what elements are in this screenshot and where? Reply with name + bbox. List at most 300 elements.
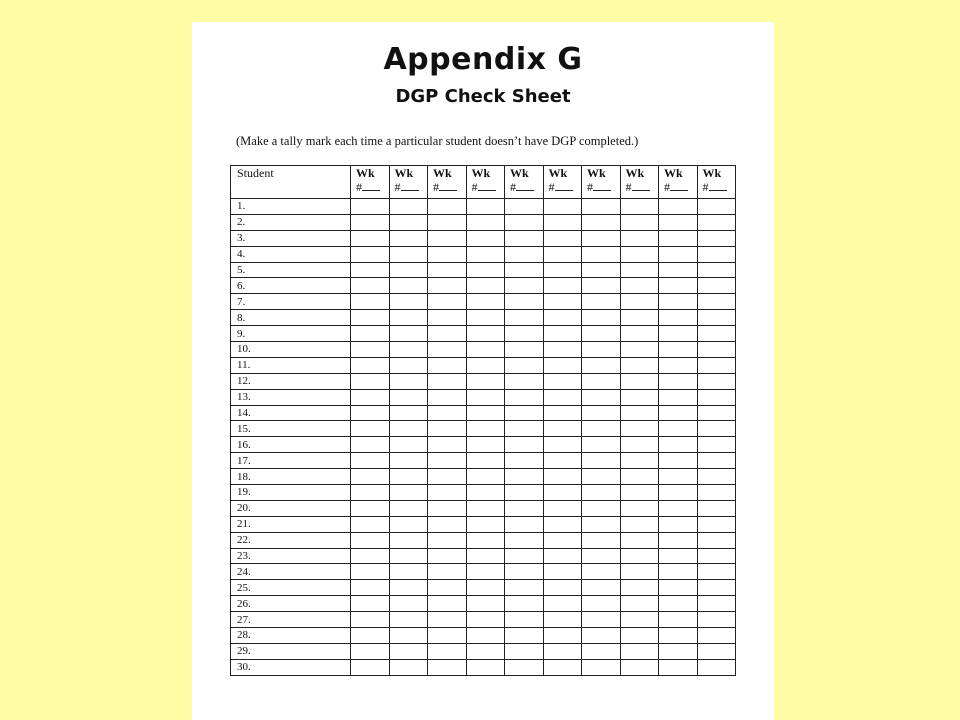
tally-cell[interactable]	[659, 199, 698, 215]
tally-cell[interactable]	[620, 342, 659, 358]
tally-cell[interactable]	[351, 469, 390, 485]
tally-cell[interactable]	[659, 469, 698, 485]
tally-cell[interactable]	[620, 659, 659, 675]
tally-cell[interactable]	[389, 516, 428, 532]
tally-cell[interactable]	[543, 612, 582, 628]
tally-cell[interactable]	[697, 500, 736, 516]
tally-cell[interactable]	[659, 628, 698, 644]
tally-cell[interactable]	[582, 373, 621, 389]
tally-cell[interactable]	[697, 246, 736, 262]
tally-cell[interactable]	[351, 405, 390, 421]
tally-cell[interactable]	[543, 453, 582, 469]
tally-cell[interactable]	[659, 453, 698, 469]
tally-cell[interactable]	[466, 612, 505, 628]
tally-cell[interactable]	[428, 516, 467, 532]
tally-cell[interactable]	[582, 246, 621, 262]
tally-cell[interactable]	[389, 373, 428, 389]
tally-cell[interactable]	[505, 246, 544, 262]
tally-cell[interactable]	[428, 294, 467, 310]
tally-cell[interactable]	[659, 564, 698, 580]
tally-cell[interactable]	[505, 199, 544, 215]
tally-cell[interactable]	[389, 246, 428, 262]
tally-cell[interactable]	[659, 294, 698, 310]
tally-cell[interactable]	[659, 612, 698, 628]
tally-cell[interactable]	[697, 548, 736, 564]
tally-cell[interactable]	[389, 548, 428, 564]
tally-cell[interactable]	[466, 230, 505, 246]
tally-cell[interactable]	[389, 357, 428, 373]
tally-cell[interactable]	[466, 342, 505, 358]
tally-cell[interactable]	[505, 326, 544, 342]
tally-cell[interactable]	[543, 485, 582, 501]
tally-cell[interactable]	[620, 214, 659, 230]
tally-cell[interactable]	[543, 628, 582, 644]
tally-cell[interactable]	[582, 214, 621, 230]
tally-cell[interactable]	[543, 278, 582, 294]
tally-cell[interactable]	[466, 262, 505, 278]
tally-cell[interactable]	[389, 580, 428, 596]
tally-cell[interactable]	[582, 628, 621, 644]
tally-cell[interactable]	[389, 389, 428, 405]
tally-cell[interactable]	[582, 485, 621, 501]
tally-cell[interactable]	[505, 405, 544, 421]
tally-cell[interactable]	[697, 421, 736, 437]
tally-cell[interactable]	[389, 294, 428, 310]
tally-cell[interactable]	[351, 500, 390, 516]
tally-cell[interactable]	[505, 485, 544, 501]
tally-cell[interactable]	[466, 469, 505, 485]
tally-cell[interactable]	[582, 580, 621, 596]
tally-cell[interactable]	[466, 326, 505, 342]
tally-cell[interactable]	[466, 421, 505, 437]
tally-cell[interactable]	[582, 500, 621, 516]
tally-cell[interactable]	[428, 628, 467, 644]
tally-cell[interactable]	[659, 516, 698, 532]
tally-cell[interactable]	[582, 612, 621, 628]
tally-cell[interactable]	[659, 357, 698, 373]
tally-cell[interactable]	[659, 580, 698, 596]
tally-cell[interactable]	[620, 516, 659, 532]
tally-cell[interactable]	[351, 214, 390, 230]
tally-cell[interactable]	[389, 405, 428, 421]
tally-cell[interactable]	[351, 421, 390, 437]
tally-cell[interactable]	[428, 199, 467, 215]
tally-cell[interactable]	[620, 643, 659, 659]
tally-cell[interactable]	[659, 437, 698, 453]
tally-cell[interactable]	[543, 310, 582, 326]
tally-cell[interactable]	[659, 246, 698, 262]
tally-cell[interactable]	[659, 421, 698, 437]
tally-cell[interactable]	[389, 612, 428, 628]
tally-cell[interactable]	[620, 500, 659, 516]
tally-cell[interactable]	[505, 548, 544, 564]
tally-cell[interactable]	[505, 357, 544, 373]
tally-cell[interactable]	[466, 500, 505, 516]
tally-cell[interactable]	[428, 326, 467, 342]
tally-cell[interactable]	[428, 564, 467, 580]
tally-cell[interactable]	[466, 405, 505, 421]
tally-cell[interactable]	[505, 373, 544, 389]
tally-cell[interactable]	[389, 659, 428, 675]
tally-cell[interactable]	[620, 453, 659, 469]
tally-cell[interactable]	[505, 564, 544, 580]
tally-cell[interactable]	[543, 246, 582, 262]
tally-cell[interactable]	[428, 659, 467, 675]
tally-cell[interactable]	[697, 628, 736, 644]
tally-cell[interactable]	[697, 405, 736, 421]
tally-cell[interactable]	[466, 246, 505, 262]
tally-cell[interactable]	[697, 580, 736, 596]
tally-cell[interactable]	[428, 596, 467, 612]
tally-cell[interactable]	[620, 548, 659, 564]
tally-cell[interactable]	[466, 389, 505, 405]
tally-cell[interactable]	[466, 278, 505, 294]
tally-cell[interactable]	[697, 564, 736, 580]
tally-cell[interactable]	[543, 230, 582, 246]
tally-cell[interactable]	[351, 246, 390, 262]
tally-cell[interactable]	[620, 437, 659, 453]
tally-cell[interactable]	[543, 564, 582, 580]
tally-cell[interactable]	[389, 310, 428, 326]
tally-cell[interactable]	[351, 373, 390, 389]
tally-cell[interactable]	[505, 643, 544, 659]
tally-cell[interactable]	[428, 262, 467, 278]
tally-cell[interactable]	[351, 548, 390, 564]
tally-cell[interactable]	[505, 580, 544, 596]
tally-cell[interactable]	[428, 278, 467, 294]
tally-cell[interactable]	[389, 326, 428, 342]
tally-cell[interactable]	[659, 389, 698, 405]
tally-cell[interactable]	[697, 453, 736, 469]
tally-cell[interactable]	[582, 199, 621, 215]
tally-cell[interactable]	[351, 628, 390, 644]
tally-cell[interactable]	[428, 580, 467, 596]
tally-cell[interactable]	[659, 659, 698, 675]
tally-cell[interactable]	[582, 326, 621, 342]
tally-cell[interactable]	[697, 532, 736, 548]
tally-cell[interactable]	[582, 564, 621, 580]
tally-cell[interactable]	[543, 659, 582, 675]
tally-cell[interactable]	[428, 405, 467, 421]
tally-cell[interactable]	[697, 310, 736, 326]
tally-cell[interactable]	[543, 437, 582, 453]
tally-cell[interactable]	[505, 214, 544, 230]
tally-cell[interactable]	[659, 596, 698, 612]
tally-cell[interactable]	[351, 516, 390, 532]
tally-cell[interactable]	[543, 294, 582, 310]
tally-cell[interactable]	[466, 357, 505, 373]
tally-cell[interactable]	[389, 214, 428, 230]
tally-cell[interactable]	[389, 500, 428, 516]
tally-cell[interactable]	[697, 469, 736, 485]
tally-cell[interactable]	[697, 389, 736, 405]
tally-cell[interactable]	[428, 548, 467, 564]
tally-cell[interactable]	[466, 199, 505, 215]
tally-cell[interactable]	[659, 532, 698, 548]
tally-cell[interactable]	[697, 612, 736, 628]
tally-cell[interactable]	[428, 357, 467, 373]
tally-cell[interactable]	[582, 548, 621, 564]
tally-cell[interactable]	[697, 357, 736, 373]
tally-cell[interactable]	[620, 310, 659, 326]
tally-cell[interactable]	[351, 262, 390, 278]
tally-cell[interactable]	[659, 373, 698, 389]
tally-cell[interactable]	[582, 405, 621, 421]
tally-cell[interactable]	[697, 262, 736, 278]
tally-cell[interactable]	[389, 262, 428, 278]
tally-cell[interactable]	[351, 596, 390, 612]
tally-cell[interactable]	[351, 485, 390, 501]
tally-cell[interactable]	[389, 278, 428, 294]
tally-cell[interactable]	[351, 389, 390, 405]
tally-cell[interactable]	[466, 437, 505, 453]
tally-cell[interactable]	[389, 532, 428, 548]
tally-cell[interactable]	[582, 516, 621, 532]
tally-cell[interactable]	[351, 580, 390, 596]
tally-cell[interactable]	[389, 596, 428, 612]
tally-cell[interactable]	[543, 326, 582, 342]
tally-cell[interactable]	[543, 532, 582, 548]
tally-cell[interactable]	[351, 612, 390, 628]
tally-cell[interactable]	[466, 659, 505, 675]
tally-cell[interactable]	[620, 421, 659, 437]
tally-cell[interactable]	[466, 548, 505, 564]
tally-cell[interactable]	[620, 326, 659, 342]
tally-cell[interactable]	[697, 199, 736, 215]
tally-cell[interactable]	[659, 214, 698, 230]
tally-cell[interactable]	[620, 373, 659, 389]
tally-cell[interactable]	[505, 500, 544, 516]
tally-cell[interactable]	[543, 548, 582, 564]
tally-cell[interactable]	[428, 643, 467, 659]
tally-cell[interactable]	[659, 548, 698, 564]
tally-cell[interactable]	[505, 453, 544, 469]
tally-cell[interactable]	[428, 214, 467, 230]
tally-cell[interactable]	[543, 262, 582, 278]
tally-cell[interactable]	[351, 278, 390, 294]
tally-cell[interactable]	[582, 262, 621, 278]
tally-cell[interactable]	[543, 214, 582, 230]
tally-cell[interactable]	[428, 230, 467, 246]
tally-cell[interactable]	[428, 612, 467, 628]
tally-cell[interactable]	[620, 580, 659, 596]
tally-cell[interactable]	[620, 278, 659, 294]
tally-cell[interactable]	[466, 532, 505, 548]
tally-cell[interactable]	[582, 453, 621, 469]
tally-cell[interactable]	[389, 199, 428, 215]
tally-cell[interactable]	[351, 659, 390, 675]
tally-cell[interactable]	[582, 310, 621, 326]
tally-cell[interactable]	[659, 278, 698, 294]
tally-cell[interactable]	[659, 643, 698, 659]
tally-cell[interactable]	[351, 643, 390, 659]
tally-cell[interactable]	[543, 389, 582, 405]
tally-cell[interactable]	[389, 469, 428, 485]
tally-cell[interactable]	[428, 373, 467, 389]
tally-cell[interactable]	[620, 612, 659, 628]
tally-cell[interactable]	[505, 532, 544, 548]
tally-cell[interactable]	[659, 500, 698, 516]
tally-cell[interactable]	[659, 262, 698, 278]
tally-cell[interactable]	[351, 437, 390, 453]
tally-cell[interactable]	[543, 357, 582, 373]
tally-cell[interactable]	[582, 389, 621, 405]
tally-cell[interactable]	[620, 596, 659, 612]
tally-cell[interactable]	[466, 596, 505, 612]
tally-cell[interactable]	[389, 628, 428, 644]
tally-cell[interactable]	[428, 469, 467, 485]
tally-cell[interactable]	[466, 516, 505, 532]
tally-cell[interactable]	[351, 342, 390, 358]
tally-cell[interactable]	[582, 437, 621, 453]
tally-cell[interactable]	[505, 628, 544, 644]
tally-cell[interactable]	[389, 453, 428, 469]
tally-cell[interactable]	[466, 294, 505, 310]
tally-cell[interactable]	[351, 357, 390, 373]
tally-cell[interactable]	[389, 230, 428, 246]
tally-cell[interactable]	[543, 199, 582, 215]
tally-cell[interactable]	[389, 342, 428, 358]
tally-cell[interactable]	[351, 453, 390, 469]
tally-cell[interactable]	[505, 262, 544, 278]
tally-cell[interactable]	[697, 516, 736, 532]
tally-cell[interactable]	[428, 310, 467, 326]
tally-cell[interactable]	[620, 564, 659, 580]
tally-cell[interactable]	[620, 230, 659, 246]
tally-cell[interactable]	[582, 643, 621, 659]
tally-cell[interactable]	[582, 230, 621, 246]
tally-cell[interactable]	[428, 389, 467, 405]
tally-cell[interactable]	[389, 437, 428, 453]
tally-cell[interactable]	[428, 453, 467, 469]
tally-cell[interactable]	[466, 214, 505, 230]
tally-cell[interactable]	[697, 596, 736, 612]
tally-cell[interactable]	[659, 230, 698, 246]
tally-cell[interactable]	[351, 230, 390, 246]
tally-cell[interactable]	[428, 342, 467, 358]
tally-cell[interactable]	[428, 421, 467, 437]
tally-cell[interactable]	[505, 596, 544, 612]
tally-cell[interactable]	[543, 596, 582, 612]
tally-cell[interactable]	[582, 357, 621, 373]
tally-cell[interactable]	[505, 612, 544, 628]
tally-cell[interactable]	[543, 516, 582, 532]
tally-cell[interactable]	[389, 564, 428, 580]
tally-cell[interactable]	[428, 500, 467, 516]
tally-cell[interactable]	[543, 342, 582, 358]
tally-cell[interactable]	[543, 580, 582, 596]
tally-cell[interactable]	[351, 294, 390, 310]
tally-cell[interactable]	[543, 643, 582, 659]
tally-cell[interactable]	[543, 469, 582, 485]
tally-cell[interactable]	[697, 659, 736, 675]
tally-cell[interactable]	[466, 485, 505, 501]
tally-cell[interactable]	[620, 485, 659, 501]
tally-cell[interactable]	[620, 246, 659, 262]
tally-cell[interactable]	[428, 485, 467, 501]
tally-cell[interactable]	[697, 230, 736, 246]
tally-cell[interactable]	[543, 373, 582, 389]
tally-cell[interactable]	[389, 643, 428, 659]
tally-cell[interactable]	[351, 564, 390, 580]
tally-cell[interactable]	[582, 294, 621, 310]
tally-cell[interactable]	[582, 421, 621, 437]
tally-cell[interactable]	[620, 389, 659, 405]
tally-cell[interactable]	[582, 278, 621, 294]
tally-cell[interactable]	[505, 659, 544, 675]
tally-cell[interactable]	[659, 485, 698, 501]
tally-cell[interactable]	[505, 516, 544, 532]
tally-cell[interactable]	[428, 437, 467, 453]
tally-cell[interactable]	[697, 643, 736, 659]
tally-cell[interactable]	[697, 278, 736, 294]
tally-cell[interactable]	[582, 596, 621, 612]
tally-cell[interactable]	[505, 421, 544, 437]
tally-cell[interactable]	[620, 628, 659, 644]
tally-cell[interactable]	[697, 437, 736, 453]
tally-cell[interactable]	[697, 373, 736, 389]
tally-cell[interactable]	[582, 469, 621, 485]
tally-cell[interactable]	[659, 405, 698, 421]
tally-cell[interactable]	[697, 214, 736, 230]
tally-cell[interactable]	[620, 199, 659, 215]
tally-cell[interactable]	[351, 326, 390, 342]
tally-cell[interactable]	[620, 357, 659, 373]
tally-cell[interactable]	[620, 532, 659, 548]
tally-cell[interactable]	[351, 532, 390, 548]
tally-cell[interactable]	[466, 310, 505, 326]
tally-cell[interactable]	[351, 310, 390, 326]
tally-cell[interactable]	[466, 580, 505, 596]
tally-cell[interactable]	[505, 469, 544, 485]
tally-cell[interactable]	[543, 405, 582, 421]
tally-cell[interactable]	[505, 342, 544, 358]
tally-cell[interactable]	[659, 342, 698, 358]
tally-cell[interactable]	[466, 643, 505, 659]
tally-cell[interactable]	[543, 421, 582, 437]
tally-cell[interactable]	[505, 294, 544, 310]
tally-cell[interactable]	[697, 326, 736, 342]
tally-cell[interactable]	[351, 199, 390, 215]
tally-cell[interactable]	[466, 373, 505, 389]
tally-cell[interactable]	[505, 310, 544, 326]
tally-cell[interactable]	[543, 500, 582, 516]
tally-cell[interactable]	[620, 262, 659, 278]
tally-cell[interactable]	[428, 246, 467, 262]
tally-cell[interactable]	[620, 405, 659, 421]
tally-cell[interactable]	[697, 294, 736, 310]
tally-cell[interactable]	[505, 389, 544, 405]
tally-cell[interactable]	[582, 342, 621, 358]
tally-cell[interactable]	[659, 310, 698, 326]
tally-cell[interactable]	[466, 628, 505, 644]
tally-cell[interactable]	[659, 326, 698, 342]
tally-cell[interactable]	[428, 532, 467, 548]
tally-cell[interactable]	[505, 437, 544, 453]
tally-cell[interactable]	[582, 659, 621, 675]
tally-cell[interactable]	[466, 564, 505, 580]
tally-cell[interactable]	[505, 230, 544, 246]
tally-cell[interactable]	[697, 342, 736, 358]
tally-cell[interactable]	[389, 421, 428, 437]
tally-cell[interactable]	[389, 485, 428, 501]
tally-cell[interactable]	[620, 294, 659, 310]
tally-cell[interactable]	[620, 469, 659, 485]
tally-cell[interactable]	[582, 532, 621, 548]
tally-cell[interactable]	[466, 453, 505, 469]
tally-cell[interactable]	[505, 278, 544, 294]
tally-cell[interactable]	[697, 485, 736, 501]
